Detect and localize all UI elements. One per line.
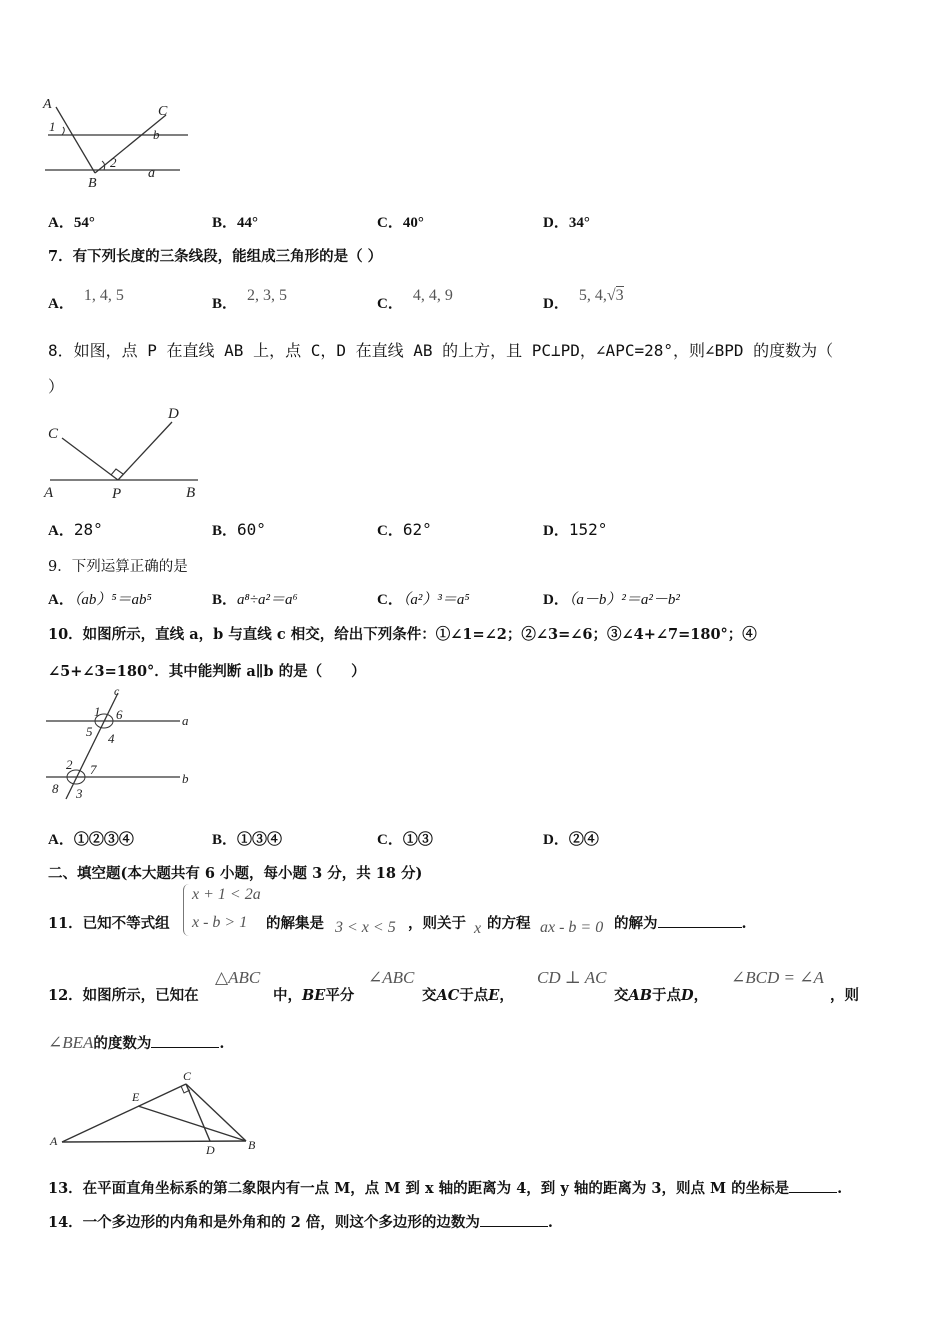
- side-ac: [62, 1084, 186, 1142]
- q7-option-a: A． 1, 4, 5: [48, 287, 124, 312]
- label-P: P: [112, 486, 122, 502]
- q12-seg1: 中，BE平分: [273, 987, 355, 1004]
- ray-pc: [62, 438, 118, 480]
- q7-option-d: D． 5, 4,√3: [543, 287, 624, 312]
- label-2: 2: [66, 757, 73, 772]
- label-C: C: [183, 1069, 192, 1083]
- q12-seg2: 交AC于点E，: [422, 987, 514, 1004]
- q12-prefix: 12．如图所示，已知在: [48, 987, 199, 1004]
- q12-figure: [40, 1065, 270, 1157]
- label-3: 3: [76, 786, 83, 801]
- label-c: c: [114, 685, 120, 698]
- right-angle-mark: [111, 469, 123, 475]
- q6-figure: [40, 95, 190, 195]
- label-B: B: [88, 176, 97, 191]
- q9-stem: 9．下列运算正确的是: [48, 559, 188, 575]
- q10-option-b: B．①③④: [212, 832, 283, 848]
- label-5: 5: [86, 724, 93, 739]
- label-C: C: [158, 104, 168, 119]
- label-D: D: [168, 406, 179, 422]
- label-b: b: [153, 127, 160, 142]
- q12-then: ，则: [830, 987, 859, 1004]
- q11-brace: [183, 884, 190, 936]
- q10-figure: [40, 685, 200, 803]
- q11-prefix: 11．已知不等式组: [48, 915, 170, 932]
- label-4: 4: [108, 731, 115, 746]
- label-a: a: [182, 713, 189, 728]
- radicand: 3: [615, 287, 624, 304]
- label-a: a: [148, 166, 155, 181]
- label-2: 2: [110, 155, 117, 170]
- side-cb: [186, 1084, 246, 1141]
- q11-var: x: [474, 920, 482, 937]
- q10-option-c: C．①③: [377, 832, 433, 848]
- q14-stem: 14．一个多边形的内角和是外角和的 2 倍，则这个多边形的边数为 .: [48, 1214, 553, 1231]
- q8-option-b: B．60°: [212, 520, 266, 539]
- q8-option-d: D．152°: [543, 520, 608, 539]
- label-1: 1: [49, 119, 56, 134]
- q12-answer-blank[interactable]: [151, 1035, 219, 1048]
- q8-figure: [40, 400, 210, 505]
- label-8: 8: [52, 781, 59, 796]
- q13-stem: 13．在平面直角坐标系的第二象限内有一点 M，点 M 到 x 轴的距离为 4，到 y 轴的距离为 3，则点 M 的坐标是 .: [48, 1180, 843, 1197]
- q11-mid2: ，则关于: [408, 915, 466, 932]
- line-c: [66, 693, 118, 799]
- q7-stem: 7．有下列长度的三条线段，能组成三角形的是（ ）: [48, 248, 383, 265]
- q8-stem-line1: 8．如图，点 P 在直线 AB 上，点 C，D 在直线 AB 的上方，且 PC⊥PD，∠APC=28°，则∠BPD 的度数为（: [48, 341, 834, 360]
- q13-answer-blank[interactable]: [789, 1180, 837, 1193]
- q11-equation: ax - b = 0: [540, 919, 604, 936]
- line-ab: [56, 107, 95, 173]
- q6-option-a: A．54°: [48, 215, 95, 231]
- q12-condition: ∠BCD = ∠A: [731, 968, 824, 987]
- q10-stem-line1: 10．如图所示，直线 a，b 与直线 c 相交，给出下列条件：①∠1=∠2；②∠3=∠6；③∠4+∠7=180°；④: [48, 626, 757, 643]
- label-C: C: [48, 426, 59, 442]
- label-A: A: [44, 485, 54, 501]
- label-A: A: [43, 97, 52, 112]
- ray-pd: [118, 422, 172, 480]
- q12-ask: ∠BEA的度数为 .: [48, 1033, 225, 1052]
- label-B: B: [186, 485, 196, 501]
- q9-option-a: A．（ab）⁵＝ab⁵: [48, 592, 152, 608]
- angle-1-arc: [62, 127, 64, 135]
- section-2-title: 二、填空题(本大题共有 6 小题，每小题 3 分，共 18 分): [48, 865, 423, 882]
- q11-suffix: 的解为 .: [614, 915, 747, 932]
- q12-seg3: 交AB于点D，: [614, 987, 709, 1004]
- q12-angle-abc: ∠ABC: [368, 968, 415, 987]
- q6-option-d: D．34°: [543, 215, 590, 231]
- q10-option-a: A．①②③④: [48, 832, 134, 848]
- q9-option-b: B．a⁸÷a²＝a⁶: [212, 592, 298, 608]
- q11-ineq2: x - b > 1: [192, 914, 248, 931]
- label-A: A: [50, 1134, 58, 1148]
- q7-option-c: C． 4, 4, 9: [377, 287, 453, 312]
- q6-option-b: B．44°: [212, 215, 259, 231]
- label-b: b: [182, 771, 189, 786]
- q14-answer-blank[interactable]: [480, 1214, 548, 1227]
- q10-option-d: D．②④: [543, 832, 599, 848]
- segment-be: [138, 1106, 246, 1141]
- q11-mid1: 的解集是: [266, 915, 324, 932]
- q9-option-d: D．（a－b）²＝a²－b²: [543, 592, 680, 608]
- q12-triangle: △ABC: [215, 968, 261, 987]
- label-B: B: [248, 1138, 256, 1152]
- q12-perp: CD ⊥ AC: [537, 968, 607, 987]
- q11-solution: 3 < x < 5: [335, 919, 396, 936]
- q11-answer-blank[interactable]: [658, 915, 742, 928]
- label-D: D: [206, 1143, 215, 1157]
- q8-option-c: C．62°: [377, 520, 432, 539]
- q8-option-a: A．28°: [48, 520, 103, 539]
- q11-mid3: 的方程: [487, 915, 531, 932]
- side-ab: [62, 1141, 246, 1142]
- line-bc: [95, 115, 166, 173]
- label-1: 1: [94, 704, 101, 719]
- q7-option-b: B． 2, 3, 5: [212, 287, 288, 312]
- q9-option-c: C．（a²）³＝a⁵: [377, 592, 470, 608]
- q10-stem-line2: ∠5+∠3=180°．其中能判断 a∥b 的是（ ）: [48, 663, 366, 680]
- q11-ineq1: x + 1 < 2a: [192, 886, 261, 903]
- label-6: 6: [116, 707, 123, 722]
- segment-cd: [186, 1084, 210, 1141]
- q8-stem-line2: ）: [48, 377, 65, 396]
- label-7: 7: [90, 762, 97, 777]
- label-E: E: [132, 1090, 140, 1104]
- q6-option-c: C．40°: [377, 215, 424, 231]
